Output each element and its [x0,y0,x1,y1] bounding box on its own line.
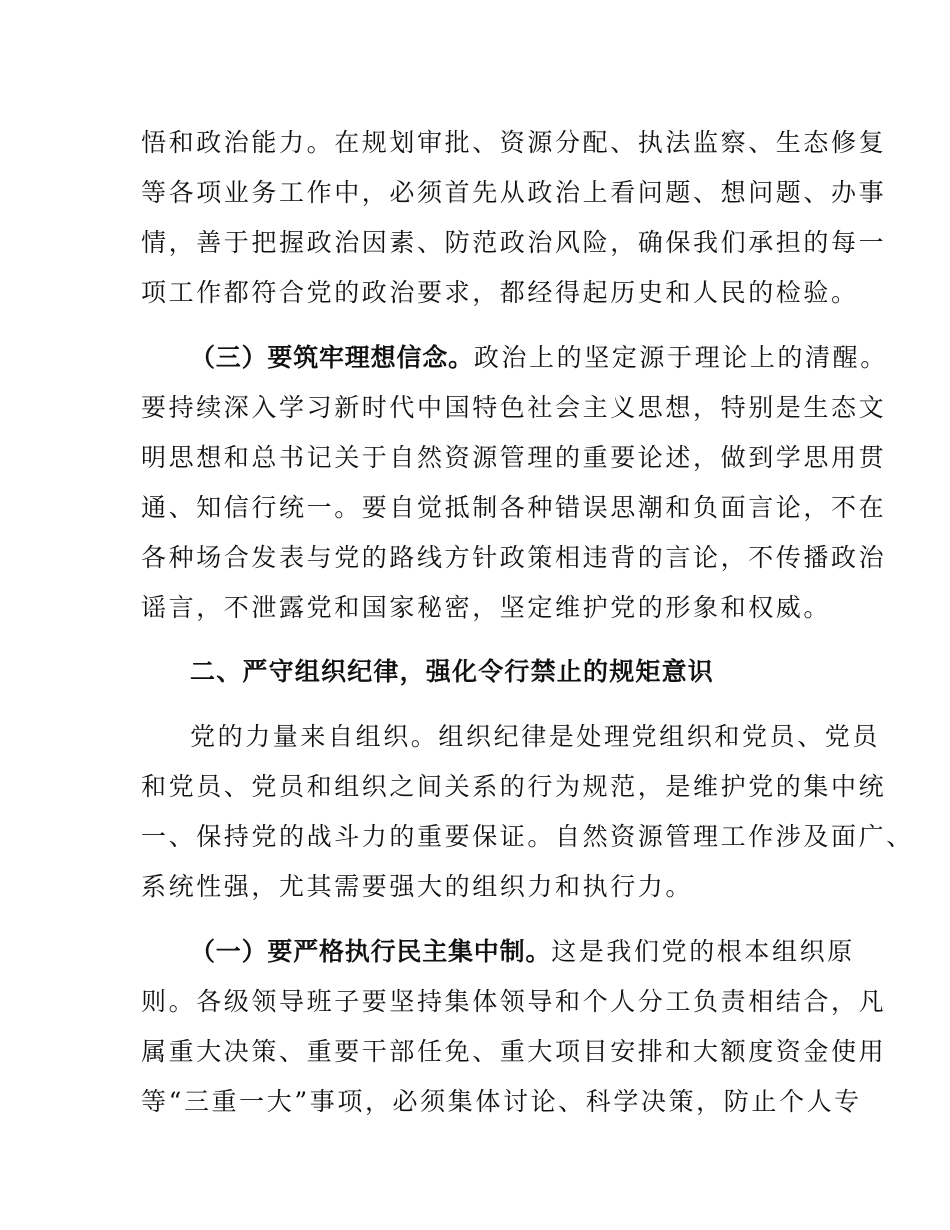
body-text-line: 党的力量来自组织。组织纪律是处理党组织和党员、党员 [190,722,881,751]
subheading-rest: 政治上的坚定源于理论上的清醒。 [473,343,888,372]
body-text-line: 谣言，不泄露党和国家秘密，坚定维护党的形象和权威。 [141,593,832,622]
body-text-line: 各种场合发表与党的路线方针政策相违背的言论，不传播政治 [141,543,887,572]
body-text-line: 明思想和总书记关于自然资源管理的重要论述，做到学思用贯 [141,443,887,472]
body-text-line: 一、保持党的战斗力的重要保证。自然资源管理工作涉及面广、 [141,822,914,851]
body-text-line: 系统性强，尤其需要强大的组织力和执行力。 [141,872,694,901]
body-text-line: 情，善于把握政治因素、防范政治风险，确保我们承担的每一 [141,228,887,257]
subheading-line [190,343,888,373]
body-text-line: 悟和政治能力。在规划审批、资源分配、执法监察、生态修复 [141,128,887,157]
body-text-line: 通、知信行统一。要自觉抵制各种错误思潮和负面言论，不在 [141,493,887,522]
body-text-line: 属重大决策、重要干部任免、重大项目安排和大额度资金使用 [141,1037,887,1066]
body-text-line: 等各项业务工作中，必须首先从政治上看问题、想问题、办事 [141,178,887,207]
body-text-line: 要持续深入学习新时代中国特色社会主义思想，特别是生态文 [141,393,887,422]
body-text-line: 项工作都符合党的政治要求，都经得起历史和人民的检验。 [141,278,859,307]
subheading-lead: （一）要严格执行民主集中制。 [190,937,552,966]
body-text-line: 则。各级领导班子要坚持集体领导和个人分工负责相结合，凡 [141,987,887,1016]
subheading-rest: 这是我们党的根本组织原 [551,937,855,966]
body-text-line: 和党员、党员和组织之间关系的行为规范，是维护党的集中统 [141,772,887,801]
section-heading: 二、严守组织纪律，强化令行禁止的规矩意识 [190,657,715,686]
subheading-line [190,937,880,967]
subheading-lead: （三）要筑牢理想信念。 [190,343,474,372]
body-text-line: 等“三重一大”事项，必须集体讨论、科学决策，防止个人专 [141,1087,862,1116]
